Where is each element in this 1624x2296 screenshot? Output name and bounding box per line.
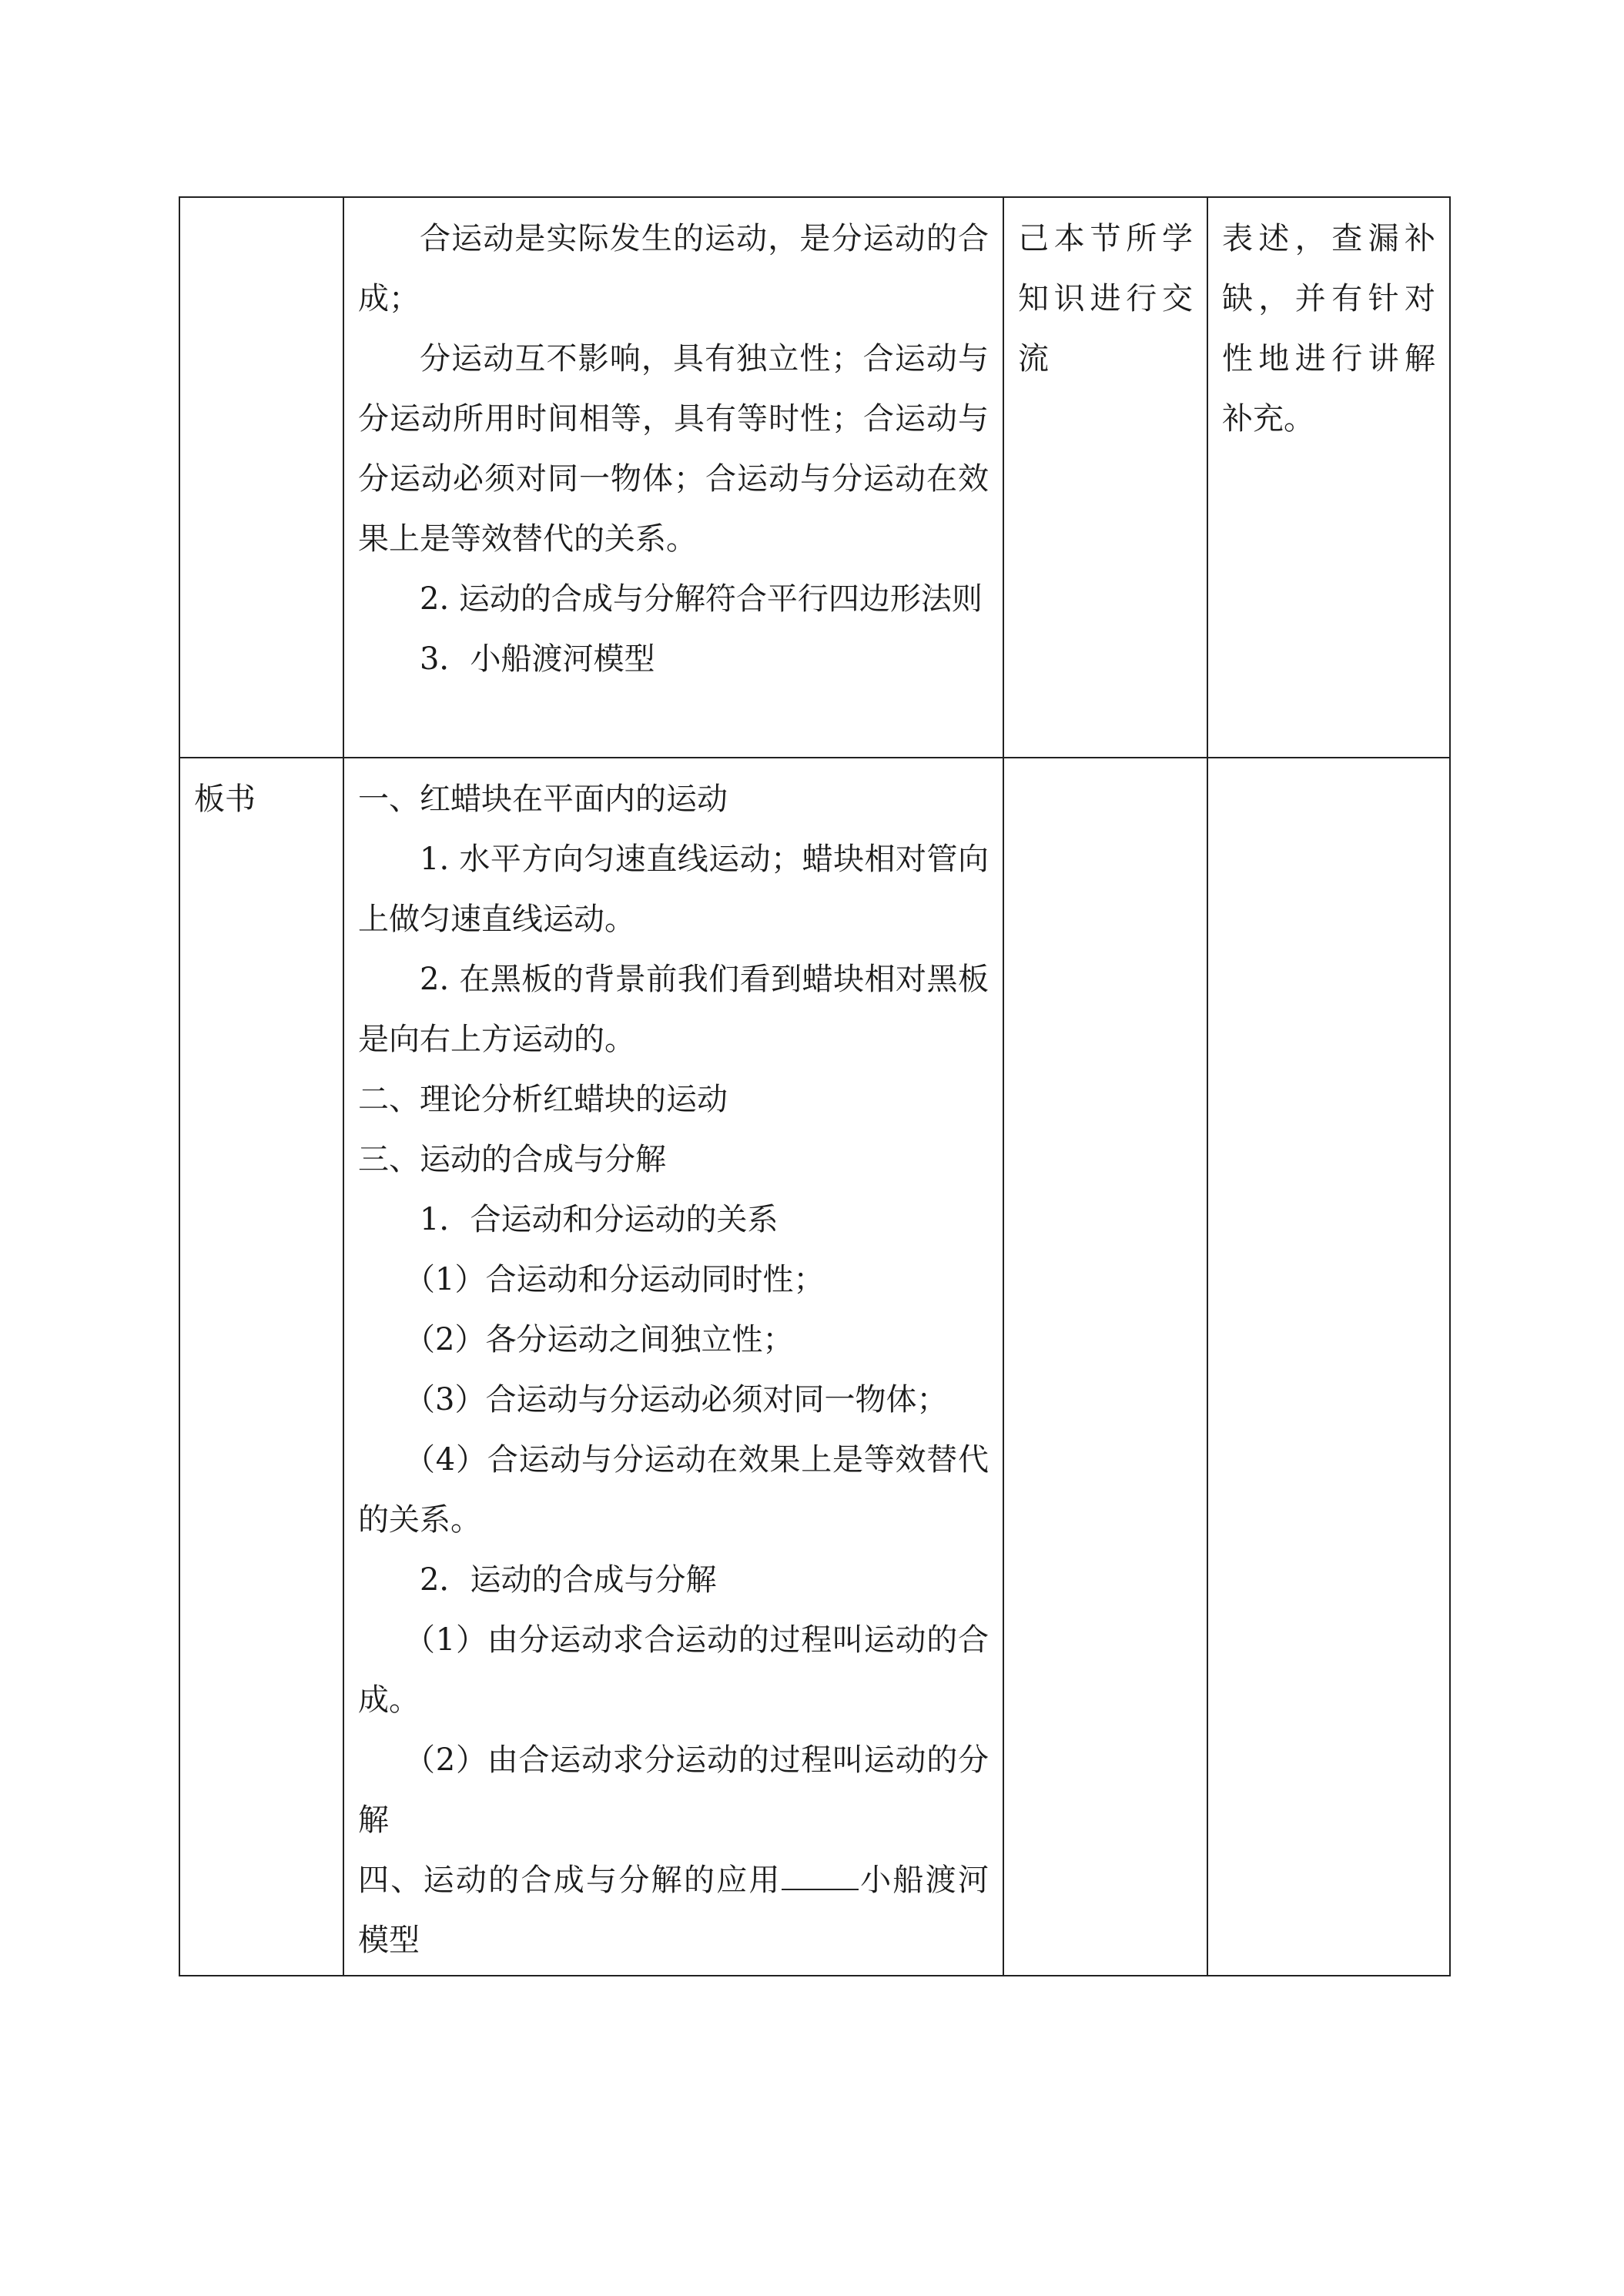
paragraph: 合运动是实际发生的运动，是分运动的合成；	[358, 221, 989, 316]
list-item: （3）合运动与分运动必须对同一物体；	[404, 1382, 948, 1417]
heading-4	[358, 1850, 989, 1970]
content-cell	[343, 197, 1003, 758]
student-activity-cell	[1003, 758, 1207, 1976]
list-item: （2）由合运动求分运动的过程叫运动的分解	[358, 1742, 989, 1838]
paragraph: 2. 在黑板的背景前我们看到蜡块相对黑板是向右上方运动的。	[358, 962, 989, 1057]
list-item: （2）各分运动之间独立性；	[404, 1322, 794, 1357]
lesson-plan-table	[179, 196, 1451, 1976]
table-row	[179, 758, 1450, 1976]
paragraph: 1. 水平方向匀速直线运动；蜡块相对管向上做匀速直线运动。	[358, 842, 989, 937]
student-activity-text: 己本节所学知识进行交流	[1018, 221, 1193, 377]
fill-blank-line	[782, 1863, 859, 1890]
paragraph: 分运动互不影响，具有独立性；合运动与分运动所用时间相等，具有等时性；合运动与分运动必须对同一物体；合运动与分运动在效果上是等效替代的关系。	[358, 341, 989, 557]
subheading: 1．合运动和分运动的关系	[420, 1202, 779, 1237]
row-label-cell	[179, 197, 343, 758]
student-activity-cell	[1003, 197, 1207, 758]
teacher-activity-cell	[1207, 758, 1450, 1976]
teacher-activity-cell	[1207, 197, 1450, 758]
list-item: （1）合运动和分运动同时性；	[404, 1262, 825, 1297]
paragraph: 2. 运动的合成与分解符合平行四边形法则	[420, 581, 983, 617]
heading-4-tail: 小船渡河模型	[358, 1863, 989, 1958]
table-row	[179, 197, 1450, 758]
list-item: （1）由分运动求合运动的过程叫运动的合成。	[358, 1622, 989, 1718]
list-item: （4）合运动与分运动在效果上是等效替代的关系。	[358, 1442, 989, 1538]
heading-2: 二、理论分析红蜡块的运动	[358, 1082, 728, 1117]
subheading: 2．运动的合成与分解	[420, 1562, 717, 1598]
heading-3: 三、运动的合成与分解	[358, 1142, 666, 1177]
teacher-activity-text: 表述，查漏补缺，并有针对性地进行讲解补充。	[1222, 221, 1435, 437]
heading-4-text: 四、运动的合成与分解的应用	[358, 1863, 782, 1898]
row-label-cell: 板书	[179, 758, 343, 1976]
heading-1: 一、红蜡块在平面内的运动	[358, 782, 728, 817]
blackboard-content-cell	[343, 758, 1003, 1976]
paragraph: 3．小船渡河模型	[420, 641, 655, 677]
